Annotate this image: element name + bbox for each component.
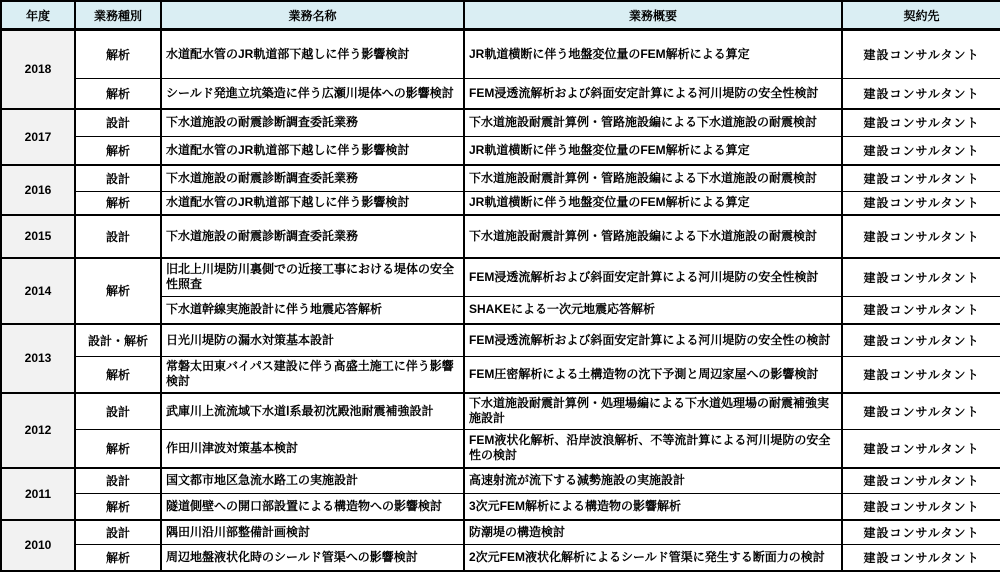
type-cell: 解析 — [75, 545, 161, 571]
name-cell: 常磐太田東バイパス建設に伴う髙盛土施工に伴う影響検討 — [161, 357, 464, 393]
name-cell: 隅田川沿川部整備計画検討 — [161, 520, 464, 545]
name-cell: 下水道幹線実施設計に伴う地震応答解析 — [161, 297, 464, 324]
type-cell: 解析 — [75, 430, 161, 468]
summary-cell: 3次元FEM解析による構造物の影響解析 — [464, 494, 842, 520]
summary-cell: FEM圧密解析による土構造物の沈下予測と周辺家屋への影響検討 — [464, 357, 842, 393]
client-cell: 建設コンサルタント — [842, 137, 1000, 165]
summary-cell: 下水道施設耐震計算例・管路施設編による下水道施設の耐震検討 — [464, 109, 842, 137]
year-cell: 2012 — [1, 393, 75, 468]
type-cell: 解析 — [75, 30, 161, 79]
client-cell: 建設コンサルタント — [842, 165, 1000, 192]
table-row — [1, 192, 1000, 215]
type-cell: 設計 — [75, 109, 161, 137]
table-row — [1, 215, 1000, 258]
name-cell: 下水道施設の耐震診断調査委託業務 — [161, 165, 464, 192]
table-row — [1, 545, 1000, 571]
table-row — [1, 109, 1000, 137]
table-row — [1, 137, 1000, 165]
name-cell: 下水道施設の耐震診断調査委託業務 — [161, 215, 464, 258]
year-cell: 2011 — [1, 468, 75, 520]
year-cell: 2010 — [1, 520, 75, 571]
summary-cell: JR軌道横断に伴う地盤変位量のFEM解析による算定 — [464, 137, 842, 165]
year-cell: 2015 — [1, 215, 75, 258]
client-cell: 建設コンサルタント — [842, 494, 1000, 520]
table-row — [1, 357, 1000, 393]
type-cell: 解析 — [75, 494, 161, 520]
table-row — [1, 324, 1000, 357]
summary-cell: FEM浸透流解析および斜面安定計算による河川堤防の安全性検討 — [464, 79, 842, 109]
type-cell: 解析 — [75, 79, 161, 109]
table-row — [1, 30, 1000, 79]
name-cell: 水道配水管のJR軌道部下越しに伴う影響検討 — [161, 192, 464, 215]
table-row — [1, 79, 1000, 109]
name-cell: 国文都市地区急流水路工の実施設計 — [161, 468, 464, 494]
client-cell: 建設コンサルタント — [842, 430, 1000, 468]
summary-cell: JR軌道横断に伴う地盤変位量のFEM解析による算定 — [464, 192, 842, 215]
name-cell: 武庫川上流流域下水道Ⅰ系最初沈殿池耐震補強設計 — [161, 393, 464, 430]
type-cell: 設計 — [75, 468, 161, 494]
type-cell: 設計・解析 — [75, 324, 161, 357]
table-row — [1, 520, 1000, 545]
summary-cell: 下水道施設耐震計算例・管路施設編による下水道施設の耐震検討 — [464, 165, 842, 192]
type-cell: 解析 — [75, 192, 161, 215]
client-cell: 建設コンサルタント — [842, 393, 1000, 430]
client-cell: 建設コンサルタント — [842, 79, 1000, 109]
name-cell: 隧道側壁への開口部設置による構造物への影響検討 — [161, 494, 464, 520]
header-cell-type: 業務種別 — [75, 1, 161, 30]
client-cell: 建設コンサルタント — [842, 30, 1000, 79]
name-cell: 日光川堤防の漏水対策基本設計 — [161, 324, 464, 357]
client-cell: 建設コンサルタント — [842, 545, 1000, 571]
summary-cell: FEM液状化解析、沿岸波浪解析、不等流計算による河川堤防の安全性の検討 — [464, 430, 842, 468]
name-cell: 旧北上川堤防川裏側での近接工事における堤体の安全性照査 — [161, 258, 464, 297]
summary-cell: 下水道施設耐震計算例・管路施設編による下水道施設の耐震検討 — [464, 215, 842, 258]
year-cell: 2014 — [1, 258, 75, 324]
summary-cell: SHAKEによる一次元地震応答解析 — [464, 297, 842, 324]
summary-cell: FEM浸透流解析および斜面安定計算による河川堤防の安全性検討 — [464, 258, 842, 297]
client-cell: 建設コンサルタント — [842, 215, 1000, 258]
header-cell-client: 契約先 — [842, 1, 1000, 30]
type-cell: 解析 — [75, 137, 161, 165]
table-row — [1, 393, 1000, 430]
summary-cell: 高速射流が流下する減勢施設の実施設計 — [464, 468, 842, 494]
table-row — [1, 258, 1000, 297]
header-cell-summary: 業務概要 — [464, 1, 842, 30]
client-cell: 建設コンサルタント — [842, 297, 1000, 324]
client-cell: 建設コンサルタント — [842, 520, 1000, 545]
summary-cell: 防潮堤の構造検討 — [464, 520, 842, 545]
header-cell-name: 業務名称 — [161, 1, 464, 30]
name-cell: 水道配水管のJR軌道部下越しに伴う影響検討 — [161, 30, 464, 79]
client-cell: 建設コンサルタント — [842, 109, 1000, 137]
type-cell: 設計 — [75, 520, 161, 545]
client-cell: 建設コンサルタント — [842, 357, 1000, 393]
summary-cell: JR軌道横断に伴う地盤変位量のFEM解析による算定 — [464, 30, 842, 79]
client-cell: 建設コンサルタント — [842, 324, 1000, 357]
table-row — [1, 468, 1000, 494]
year-cell: 2017 — [1, 109, 75, 165]
table-row — [1, 430, 1000, 468]
table-body — [1, 30, 1000, 571]
client-cell: 建設コンサルタント — [842, 258, 1000, 297]
summary-cell: FEM浸透流解析および斜面安定計算による河川堤防の安全性の検討 — [464, 324, 842, 357]
client-cell: 建設コンサルタント — [842, 192, 1000, 215]
type-cell: 設計 — [75, 165, 161, 192]
name-cell: 作田川津波対策基本検討 — [161, 430, 464, 468]
summary-cell: 2次元FEM液状化解析によるシールド管渠に発生する断面力の検討 — [464, 545, 842, 571]
name-cell: 周辺地盤液状化時のシールド管渠への影響検討 — [161, 545, 464, 571]
type-cell: 設計 — [75, 215, 161, 258]
table-row — [1, 165, 1000, 192]
year-cell: 2018 — [1, 30, 75, 109]
header-cell-year: 年度 — [1, 1, 75, 30]
client-cell: 建設コンサルタント — [842, 468, 1000, 494]
name-cell: 水道配水管のJR軌道部下越しに伴う影響検討 — [161, 137, 464, 165]
name-cell: 下水道施設の耐震診断調査委託業務 — [161, 109, 464, 137]
name-cell: シールド発進立坑築造に伴う広瀬川堤体への影響検討 — [161, 79, 464, 109]
year-cell: 2016 — [1, 165, 75, 215]
summary-cell: 下水道施設耐震計算例・処理場編による下水道処理場の耐震補強実施設計 — [464, 393, 842, 430]
table-row — [1, 494, 1000, 520]
header-row — [1, 1, 1000, 30]
type-cell: 解析 — [75, 357, 161, 393]
type-cell: 設計 — [75, 393, 161, 430]
year-cell: 2013 — [1, 324, 75, 393]
table-header — [1, 1, 1000, 30]
type-cell: 解析 — [75, 258, 161, 324]
